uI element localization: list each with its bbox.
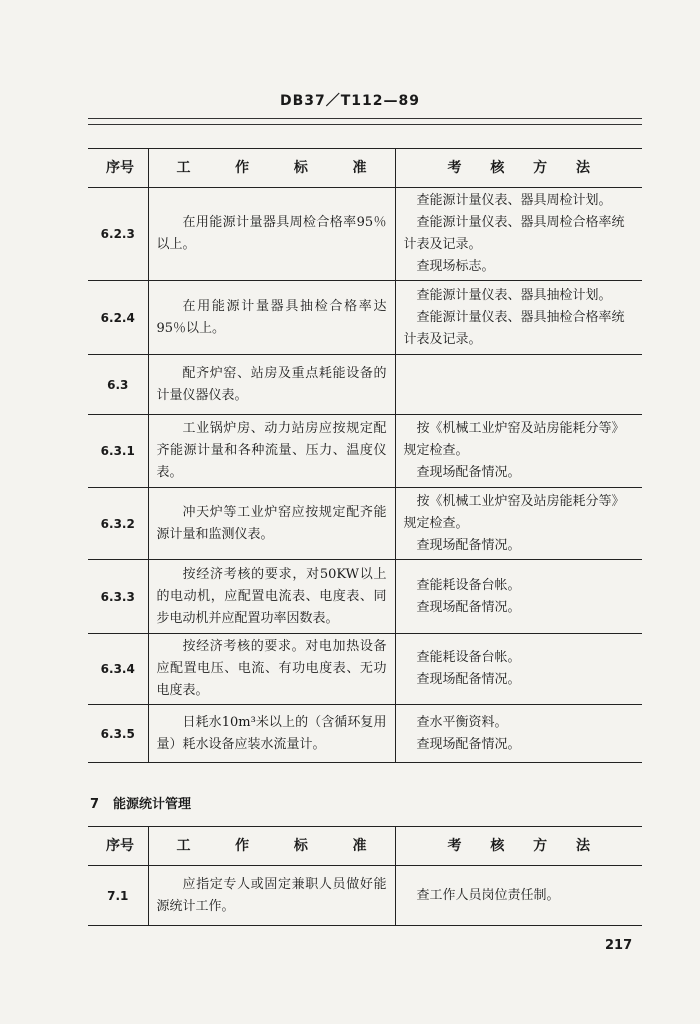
clause-number: 6.3.1 — [88, 415, 148, 488]
col-header-char: 号 — [120, 160, 134, 176]
section-heading — [90, 793, 205, 812]
clause-number: 6.3.2 — [88, 488, 148, 560]
table-row — [88, 560, 642, 634]
col-header-char: 法 — [575, 838, 590, 854]
table-row — [88, 188, 642, 281]
method-line: 查能耗设备台帐。 — [416, 577, 521, 593]
clause-number: 6.2.4 — [88, 281, 148, 355]
header-rule — [88, 124, 642, 125]
table-row — [88, 281, 642, 355]
work-standard: 配齐炉窑、站房及重点耗能设备的计量仪器仪表。 — [148, 355, 395, 415]
table-row — [88, 705, 642, 763]
col-header-char: 号 — [120, 838, 134, 854]
col-header-no — [88, 149, 148, 188]
table-header-row — [88, 149, 642, 188]
clause-number: 6.3.4 — [88, 634, 148, 705]
col-header-char: 准 — [352, 838, 367, 854]
table-row — [88, 415, 642, 488]
col-header-char: 考 — [447, 838, 462, 854]
page-number: 217 — [605, 938, 633, 953]
table-row — [88, 866, 642, 926]
col-header-method — [395, 827, 642, 866]
clause-number: 6.3 — [88, 355, 148, 415]
work-standard: 工业锅炉房、动力站房应按规定配齐能源计量和各种流量、压力、温度仪表。 — [148, 415, 395, 488]
work-standard: 日耗水10m³米以上的（含循环复用量）耗水设备应装水流量计。 — [148, 705, 395, 763]
col-header-char: 方 — [533, 838, 548, 854]
method-line: 查能源计量仪表、器具抽检合格率统计表及记录。 — [403, 309, 625, 347]
method-line: 查现场配备情况。 — [416, 465, 521, 480]
col-header-char: 核 — [490, 838, 505, 854]
evaluation-method — [395, 188, 642, 281]
work-standard: 应指定专人或固定兼职人员做好能源统计工作。 — [148, 866, 395, 926]
col-header-char: 作 — [235, 838, 250, 854]
evaluation-table-6 — [88, 148, 642, 763]
work-standard: 按经济考核的要求，对50KW以上的电动机，应配置电流表、电度表、同步电动机并应配置功率因数表。 — [148, 560, 395, 634]
work-standard: 在用能源计量器具周检合格率95％以上。 — [148, 188, 395, 281]
col-header-char: 考 — [447, 160, 462, 176]
col-header-method — [395, 149, 642, 188]
method-line: 查能耗设备台帐。 — [416, 650, 521, 665]
method-line: 查能源计量仪表、器具抽检计划。 — [416, 287, 612, 303]
clause-number: 6.3.3 — [88, 560, 148, 634]
evaluation-method — [395, 560, 642, 634]
work-standard: 冲天炉等工业炉窑应按规定配齐能源计量和监测仪表。 — [148, 488, 395, 560]
table-header-row — [88, 827, 642, 866]
evaluation-method — [395, 705, 642, 763]
method-line: 查能源计量仪表、器具周检合格率统计表及记录。 — [403, 215, 625, 252]
col-header-char: 序 — [106, 160, 120, 176]
col-header-char: 核 — [490, 160, 505, 176]
col-header-char: 工 — [176, 838, 191, 854]
method-line: 按《机械工业炉窑及站房能耗分等》规定检查。 — [403, 493, 625, 531]
evaluation-method — [395, 355, 642, 415]
table-row — [88, 634, 642, 705]
page-header: DB37／T112—89 — [279, 93, 421, 109]
col-header-char: 作 — [235, 160, 250, 176]
col-header-char: 序 — [106, 838, 120, 854]
evaluation-method — [395, 415, 642, 488]
col-header-char: 方 — [533, 160, 548, 176]
method-line: 查能源计量仪表、器具周检计划。 — [416, 193, 612, 208]
col-header-char: 工 — [176, 160, 191, 176]
method-line: 查水平衡资料。 — [416, 714, 508, 730]
method-line: 查现场配备情况。 — [416, 672, 521, 687]
evaluation-method — [395, 488, 642, 560]
table-row — [88, 355, 642, 415]
work-standard: 在用能源计量器具抽检合格率达95％以上。 — [148, 281, 395, 355]
table-row — [88, 488, 642, 560]
work-standard: 按经济考核的要求。对电加热设备应配置电压、电流、有功电度表、无功电度表。 — [148, 634, 395, 705]
col-header-standard — [148, 149, 395, 188]
header-rule — [88, 118, 642, 119]
evaluation-method — [395, 634, 642, 705]
method-line: 查现场标志。 — [416, 259, 495, 274]
clause-number: 6.2.3 — [88, 188, 148, 281]
clause-number: 6.3.5 — [88, 705, 148, 763]
col-header-char: 准 — [352, 160, 367, 176]
method-line: 查现场配备情况。 — [416, 537, 521, 553]
evaluation-method — [395, 866, 642, 926]
method-line: 按《机械工业炉窑及站房能耗分等》规定检查。 — [403, 421, 625, 458]
method-line: 查现场配备情况。 — [416, 599, 521, 615]
evaluation-method — [395, 281, 642, 355]
section-title-text: 能源统计管理 — [113, 797, 192, 812]
col-header-no — [88, 827, 148, 866]
evaluation-table-7 — [88, 826, 642, 926]
method-line: 查现场配备情况。 — [416, 736, 521, 752]
col-header-standard — [148, 827, 395, 866]
clause-number: 7.1 — [88, 866, 148, 926]
col-header-char: 标 — [293, 160, 308, 176]
section-number: 7 — [90, 797, 100, 812]
col-header-char: 法 — [575, 160, 590, 176]
col-header-char: 标 — [293, 838, 308, 854]
method-line: 查工作人员岗位责任制。 — [416, 887, 560, 903]
